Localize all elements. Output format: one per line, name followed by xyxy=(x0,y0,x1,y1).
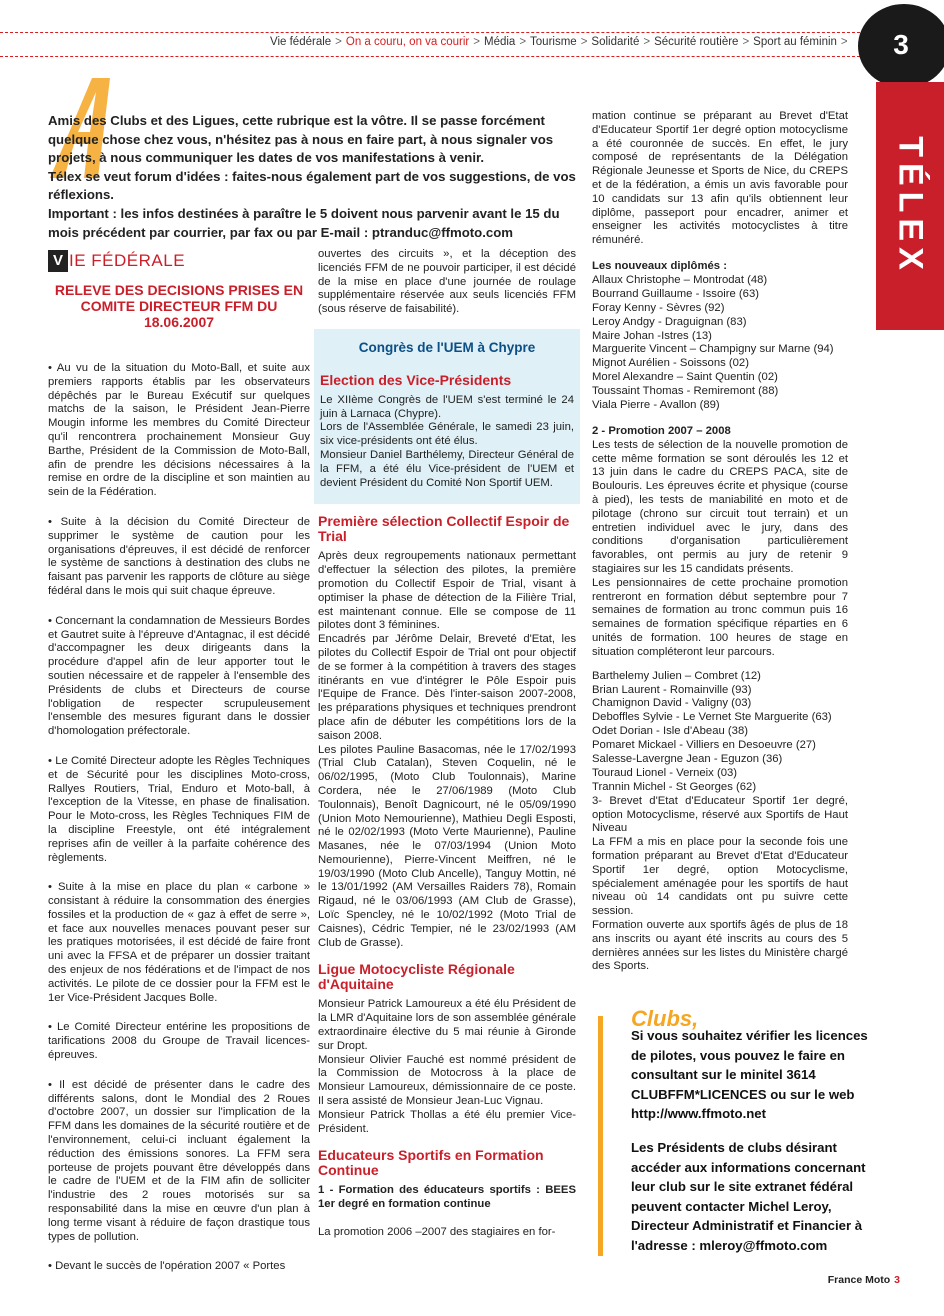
list-item: Toussaint Thomas - Remiremont (88) xyxy=(592,385,779,398)
trial-paragraph: Après deux regroupements nationaux permettant d'effectuer la sélection des pilotes, la première promotion du Collectif Espoir de Trial, visant à optimiser la phase de détection de la Filière Trial, est maintenant connue. Elle se compose de 11 pilotes dont 3 féminines. xyxy=(318,550,576,632)
list-item: Morel Alexandre – Saint Quentin (02) xyxy=(592,371,778,384)
column-vie-federale xyxy=(48,250,310,1290)
intro-block xyxy=(48,112,576,242)
section-tab-label: TÉLEX xyxy=(891,136,930,276)
page-number-badge: 3 xyxy=(858,4,944,88)
clubs-text xyxy=(631,1026,881,1270)
nav-separator: > xyxy=(335,36,342,48)
section-title-vie-federale xyxy=(48,250,310,272)
uem-paragraph: Le XIIème Congrès de l'UEM s'est terminé le 24 juin à Larnaca (Chypre). xyxy=(320,393,574,420)
list-item: Chamignon David - Valigny (03) xyxy=(592,697,752,710)
page-footer xyxy=(828,1274,900,1286)
nav-item[interactable]: Média xyxy=(483,36,516,48)
promotion-paragraph: Les tests de sélection de la nouvelle promotion de cette même formation se sont déroulés les 12 et 13 juin dans le cadre du CREPS PACA, site de Boulouris. Les épreuves écrite et physique (course à pied), les tests de maniabilité en moto et de pilotage (chrono sur circuit tout terrain) et un entretien individuel avec le jury, dans des conditions d'organisation particulièrement favorables, ont permis au jury de retenir 9 stagiaires sur les 15 candidats présents. xyxy=(592,438,848,576)
list-item: Bourrand Guillaume - Issoire (63) xyxy=(592,287,760,300)
decision-paragraph: • Il est décidé de présenter dans le cadre des différents salons, dont le Mondial des 2 Roues d'octobre 2007, un dossier sur l'implication de la FFM dans les domaines de la sécurité routière et de l'environnement, celui-ci incluant également la réduction des émissions sonores. La FFM sera porteuse de projets pouvant être développés dans le cadre de l'UEM et de la FIM afin de solliciter l'industrie des 2 roues motorisés sur sa responsabilité dans la mise en œuvre d'un plan à long terme visant à réduire de façon drastique tous types de pollution. xyxy=(48,1078,310,1243)
continuation-paragraph: ouvertes des circuits », et la déception des licenciés FFM de ne pouvoir participer, il est décidé de la mise en place d'une journée de roulage supplémentaire réservée aux seuls licenciés FFM (sous réserve de faisabilité). xyxy=(318,248,576,316)
nav-separator: > xyxy=(643,36,651,48)
aquitaine-paragraph: Monsieur Olivier Fauché est nommé président de la Commission de Motocross à la place de Monsieur Lamoureux, démissionnaire de ce poste. Il sera assisté de Monsieur Jean-Luc Vignau. xyxy=(318,1053,576,1108)
list-item: Foray Kenny - Sèvres (92) xyxy=(592,301,725,314)
list-item: Touraud Lionel - Verneix (03) xyxy=(592,766,738,779)
nav-separator: > xyxy=(519,36,527,48)
clubs-title: Clubs, xyxy=(631,1006,699,1031)
list-item: Trannin Michel - St Georges (62) xyxy=(592,780,757,793)
decision-paragraph: • Suite à la décision du Comité Directeur de supprimer le système de caution pour les organisations d'épreuves, il est décidé de renforcer le système de sanctions à destination des clubs ne faisant pas parvenir les rapports de clôture au siège fédéral dans le mois qui suit chaque épreuve. xyxy=(48,515,310,597)
haut-niveau-paragraph: Formation ouverte aux sportifs âgés de plus de 18 ans inscrits ou ayant été inscrits au cours des 5 dernières années sur les listes du Ministère chargé des Sports. xyxy=(592,918,848,973)
section-title-initial: V xyxy=(48,250,68,272)
diplomes-list xyxy=(592,274,848,413)
section-tab xyxy=(876,82,944,330)
list-item: Mignot Aurélien - Soissons (02) xyxy=(592,357,749,370)
aquitaine-paragraph: Monsieur Patrick Lamoureux a été élu Président de la LMR d'Aquitaine lors de son assemblée générale extraordinaire élective du 5 mai réunie à Gironde sur Dropt. xyxy=(318,998,576,1052)
column-middle xyxy=(318,248,576,1240)
intro-paragraph: Télex se veut forum d'idées : faites-nous également part de vos suggestions, de vos réflexions. xyxy=(48,168,576,203)
list-item: Marguerite Vincent – Champigny sur Marne (94) xyxy=(592,343,834,356)
clubs-paragraph: Les Présidents de clubs désirant accéder aux informations concernant leur club sur le site extranet fédéral peuvent contacter Michel Leroy, Directeur Administratif et Financier à l'adresse : mleroy@ffmoto.com xyxy=(631,1139,866,1253)
intro-paragraph: Important : les infos destinées à paraître le 5 doivent nous parvenir avant le 15 du mois précédent par courrier, par fax ou par E-mail : ptranduc@ffmoto.com xyxy=(48,205,560,240)
section-navigation xyxy=(270,36,870,48)
intro-paragraph: Amis des Clubs et des Ligues, cette rubrique est la vôtre. Il se passe forcément quelque chose chez vous, n'hésitez pas à nous en faire part, à nous signaler vos projets, à nous communiquer les dates de vos manifestations à venir. xyxy=(48,113,554,166)
aquitaine-paragraph: Monsieur Patrick Thollas a été élu premier Vice-Président. xyxy=(318,1108,576,1135)
list-item: Leroy Andgy - Draguignan (83) xyxy=(592,315,747,328)
aquitaine-heading: Ligue Motocycliste Régionale d'Aquitaine xyxy=(318,961,515,993)
trial-heading: Première sélection Collectif Espoir de Trial xyxy=(318,513,570,545)
clubs-info-box xyxy=(598,1006,878,1256)
list-item: Odet Dorian - Isle d'Abeau (38) xyxy=(592,725,748,738)
uem-paragraph: Monsieur Daniel Barthélemy, Directeur Général de la FFM, a été élu Vice-président de l'UEM et devient Président du Comité Non Sportif UEM. xyxy=(320,448,574,489)
nav-separator: > xyxy=(580,36,588,48)
nav-separator: > xyxy=(473,36,480,48)
column-right xyxy=(592,110,848,974)
footer-page-number: 3 xyxy=(894,1274,900,1286)
list-item: Pomaret Mickael - Villiers en Desoeuvre (27) xyxy=(592,739,816,752)
educateurs-subheading: 1 - Formation des éducateurs sportifs : BEES 1er degré en formation continue xyxy=(318,1184,576,1211)
formation-paragraph: mation continue se préparant au Brevet d'Etat d'Educateur Sportif 1er degré option motocyclisme a été couronnée de succès. En effet, le jury composé de représentants de la Délégation Régionale Jeunesse et Sports de Nice, du CREPS et de la fédération, a émis un avis favorable pour 10 candidats sur 13 afin qu'ils obtiennent leur diplôme, passeport pour encadrer, animer et enseigner les activités motocyclistes à titre rémunéré. xyxy=(592,110,848,247)
list-item: Viala Pierre - Avallon (89) xyxy=(592,399,720,412)
diplomes-title: Les nouveaux diplômés : xyxy=(592,259,727,272)
uem-box-title: Congrès de l'UEM à Chypre xyxy=(358,339,536,355)
trial-paragraph: Les pilotes Pauline Basacomas, née le 17/02/1993 (Trial Club Catalan), Steven Coquelin, né le 06/02/1995, (Moto Club Toulonnais), Marine Cordera, née le 27/06/1989 (Moto Club Toulonnais), Benoît Dagnicourt, né le 05/09/1990 (Union Moto Nemourienne), Mathieu Degli Esposti, né le 02/02/1993 (Moto Verte Maurienne), Pauline Masanes, née le 07/03/1994 (Union Moto Nemourienne), Pierre-Vincent Meiffren, né le 19/03/1990 (Moto Club Ancelle), Tanguy Mottin, né le 13/01/1992 (AM Versailles Raiders 78), Romain Rigaud, né le 03/06/1993 (AM Club de Grasse), Loïc Spencley, né le 10/02/1992 (Moto Trial de Caisnes), Cédric Tempier, né le 23/02/1993 (AM Club de Grasse). xyxy=(318,743,576,949)
header-rule-top xyxy=(0,32,870,33)
list-item: Allaux Christophe – Montrodat (48) xyxy=(592,273,768,286)
trial-paragraph: Encadrés par Jérôme Delair, Breveté d'Etat, les pilotes du Collectif Espoir de Trial ont pour objectif de se former à la compétition à travers des stages itinérants en vue d'intégrer le Pôle Espoir puis l'Equipe de France. Dès l'inter-saison 2007-2008, les préparations physiques et techniques prendront place afin de débuter les compétitions lors de la saison 2008. xyxy=(318,633,576,742)
decision-paragraph: • Devant le succès de l'opération 2007 « Portes xyxy=(48,1260,286,1273)
stagiaires-list xyxy=(592,670,848,795)
nav-item[interactable]: Vie fédérale xyxy=(270,36,332,48)
educateurs-paragraph: La promotion 2006 –2007 des stagiaires en for- xyxy=(318,1226,556,1239)
decision-paragraph: • Concernant la condamnation de Messieurs Bordes et Gautret suite à l'épreuve d'Antagnac, il est décidé d'accompagner les deux dirigeants dans la procédure d'appel afin de leur apporter tout le soutien nécessaire et de rappeler à l'ensemble des Présidents de clubs et Directeurs de course l'obligation de respecter scrupuleusement l'ensemble des mesures figurant dans le dossier d'homologation préfectorale. xyxy=(48,614,310,738)
list-item: Barthelemy Julien – Combret (12) xyxy=(592,669,761,682)
nav-item[interactable]: On a couru, on va courir xyxy=(345,36,470,48)
nav-item[interactable]: Sécurité routière xyxy=(654,36,739,48)
decision-paragraph: • Le Comité Directeur adopte les Règles Techniques et de Sécurité pour les disciplines Moto-cross, Rallyes Routiers, Trial, Enduro et Moto-ball, à l'exception de la Vitesse, en phase de finalisation. Pour le Moto-cross, les Règles Techniques FIM de la discipline Freestyle, ont été intégralement reprises afin de veiller à la parfaite cohérence des règlements. xyxy=(48,754,310,864)
clubs-paragraph: Si vous souhaitez vérifier les licences de pilotes, vous pouvez le faire en consultant sur le minitel 3614 CLUBFFM*LICENCES ou sur le web http://www.ffmoto.net xyxy=(631,1028,868,1122)
nav-separator: > xyxy=(840,36,848,48)
haut-niveau-paragraph: 3- Brevet d'Etat d'Educateur Sportif 1er degré, option Motocyclisme, réservé aux Sportifs de Haut Niveau xyxy=(592,794,848,835)
decision-paragraph: • Au vu de la situation du Moto-Ball, et suite aux premiers rapports établis par les observateurs dépêchés par le Bureau Exécutif sur quelques matchs de la saison, le Président Jean-Pierre Mougin informe les membres du Comité Directeur qu'il rencontrera prochainement Monsieur Guy Barthe, Président de la Commission de Moto-Ball, afin de prendre les décisions nécessaires à la remise en ordre de la discipline et son maintien au sein de la Fédération. xyxy=(48,362,310,499)
educateurs-heading: Educateurs Sportifs en Formation Continue xyxy=(318,1147,544,1179)
promotion-title: 2 - Promotion 2007 – 2008 xyxy=(592,424,731,437)
section-title-rest: IE FÉDÉRALE xyxy=(69,251,186,271)
nav-item[interactable]: Sport au féminin xyxy=(753,36,837,48)
uem-subheading: Election des Vice-Présidents xyxy=(320,371,512,388)
list-item: Brian Laurent - Romainville (93) xyxy=(592,683,752,696)
list-item: Deboffles Sylvie - Le Vernet Ste Marguerite (63) xyxy=(592,711,832,724)
decisions-heading: RELEVE DES DECISIONS PRISES EN COMITE DIRECTEUR FFM DU 18.06.2007 xyxy=(54,282,304,330)
uem-paragraph: Lors de l'Assemblée Générale, le samedi 23 juin, six vice-présidents ont été élus. xyxy=(320,421,574,448)
nav-separator: > xyxy=(742,36,750,48)
footer-magazine-name: France Moto xyxy=(827,1274,891,1286)
decision-paragraph: • Le Comité Directeur entérine les propositions de tarifications 2008 du Groupe de Travail licences-épreuves. xyxy=(48,1021,310,1062)
haut-niveau-paragraph: La FFM a mis en place pour la seconde fois une formation préparant au Brevet d'Etat d'Educateur Sportif 1er degré, option Motocyclisme, spécialement aménagée pour les sportifs de haut niveau où 14 candidats ont pu suivre cette session. xyxy=(592,836,848,918)
promotion-paragraph: Les pensionnaires de cette prochaine promotion rentreront en formation début septembre pour 7 semaines de formation au tronc commun puis 16 semaines de formation spécifique réparties en 6 unités de formation. 100 heures de stage en situation compléteront leur parcours. xyxy=(592,576,848,658)
list-item: Salesse-Lavergne Jean - Eguzon (36) xyxy=(592,753,783,766)
uem-congress-box xyxy=(314,329,580,504)
decision-paragraph: • Suite à la mise en place du plan « carbone » consistant à réduire la consommation des énergies fossiles et la production de « gaz à effet de serre », et face aux nouvelles menaces pouvant peser sur les pratiques motorisées, il est décidé de faire front uni avec la FFSA et de préparer un dossier traitant des enjeux de nos fédérations et de l'impact de nos activités. Le pilote de ce dossier pour la FFM est le 1er Vice-Président Jacques Bolle. xyxy=(48,881,310,1004)
nav-item[interactable]: Solidarité xyxy=(591,36,640,48)
list-item: Maire Johan -Istres (13) xyxy=(592,329,712,342)
header-rule-bottom xyxy=(0,56,870,57)
nav-item[interactable]: Tourisme xyxy=(530,36,577,48)
